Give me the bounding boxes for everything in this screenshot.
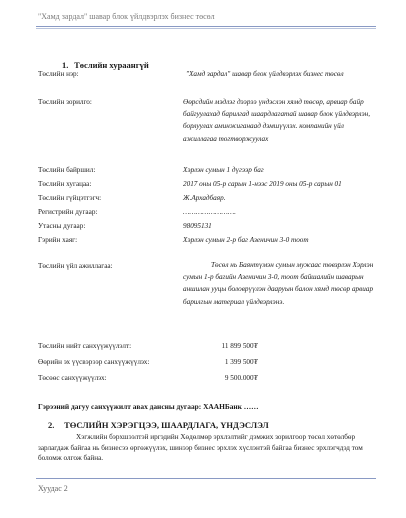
bank-account-line: Гэрээний дагуу санхүүжилт авах дансны дугаар: ХААНБанк …… [38,402,259,411]
field-value-phone: 98095131 [183,222,212,230]
section-2-number: 2. [48,420,55,430]
amount-value-total: 11 899 500₮ [221,342,258,350]
field-label-implementer: Төслийн гүйцэтгэгч: [38,194,102,202]
field-label-activity: Төслийн үйл ажиллагаа: [38,262,113,270]
amount-value-project-fund: 9 500.000₮ [224,374,258,382]
section-2-paragraph: Хэгжлийн бэрхшээлтэй иргэдийн Хөдөлмөр эрхлэлтийг дэмжих зорилгоор төсөл хөтөлбөр зарлагдаж байгаа нь бизнесээ өргөжүүлэх, шинээр бизнес эрхлэх хүслэнтэй байгаа бизнес эрхлэгчдэд том боломж олгож байна. [38,433,363,463]
running-header: "Хамд зардал" шавар блок үйлдвэрлэх бизнес төсөл [38,12,215,21]
field-value-home-address: Хэрлэн сумын 2-р баг Азеничин 3-0 тоот [183,236,309,244]
field-value-location: Хэрлэн сумын 1 дүгээр баг [183,166,264,174]
header-divider-thin [36,28,376,29]
header-divider [36,26,376,27]
field-value-register: ……………………. [183,208,236,216]
amount-value-own: 1 399 500₮ [224,358,258,366]
amount-label-total: Төслийн нийт санхүүжүүлэлт: [38,342,132,350]
section-1-number: 1. [62,60,69,70]
field-label-goal: Төслийн зорилго: [38,98,92,106]
section-2-title: ТӨСЛИЙН ХЭРЭГЦЭЭ, ШААРДЛАГА, ҮНДЭСЛЭЛ [64,420,269,430]
amount-label-own: Өөрийн эх үүсвэрээр санхүүжүүлэх: [38,358,150,366]
field-value-goal: Өөрсдийн мэдлэг дээрээ үндэслэн хямд төсөр, арвиар байр байгуулахад барилгад шаардлагатай шавар блок үйлдвэрлэн, борлуулах аминжиганаад дэмшүүлэх. компанийн үйл ажиллагаа тогтворжуулах [183,98,371,143]
section-1-heading [62,60,149,70]
field-value-activity: Төсөл нь Баянтүмэн сумын мужаас төвзрлэн Хэрлэн сумын 1-р багийн Азеничин 3-0, тоот байшалийн шаварын аншилан ууцы боловрүүлэн дааруын балон хямд төсөр арвиар барилгын материал үйлдвэрлэнэ. [183,261,374,306]
field-label-home-address: Гэрийн хаяг: [38,236,78,244]
field-value-project-name: "Хамд зардал" шавар блок үйлдвэрлэх бизнес төсөл [186,70,344,78]
field-label-phone: Утасны дугаар: [38,222,86,230]
field-value-duration: 2017 оны 05-р сарын 1-нээс 2019 оны 05-р сарын 01 [183,180,342,188]
field-value-implementer: Ж.Архадбаяр. [183,194,226,202]
field-label-register: Регистрийн дугаар: [38,208,98,216]
field-label-project-name: Төслийн нэр: [38,70,79,78]
section-2-heading [48,420,269,430]
page-number: Хуудас 2 [38,484,68,493]
field-label-location: Төслийн байршил: [38,166,96,174]
footer-divider [36,478,376,479]
section-1-title: Төслийн хураангүй [74,60,149,70]
amount-label-project-fund: Төсөөс санхүүжүүлэх: [38,374,107,382]
field-label-duration: Төслийн хугацаа: [38,180,92,188]
